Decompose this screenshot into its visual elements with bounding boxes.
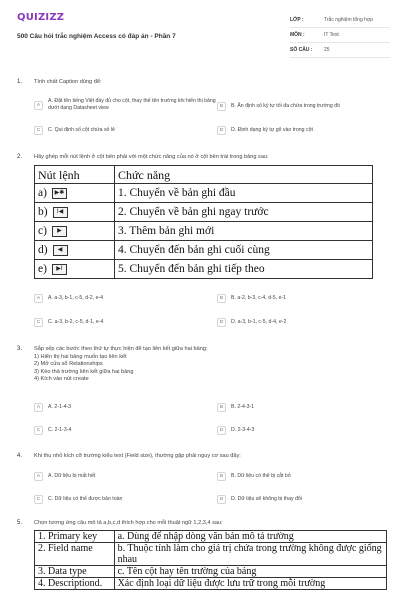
row-label: e) bbox=[38, 263, 47, 275]
meta-row-class bbox=[290, 13, 390, 28]
row-label: c) bbox=[38, 225, 47, 237]
option-text: C. 2-1-3-4 bbox=[48, 427, 72, 433]
term-description-table bbox=[34, 530, 387, 590]
option-text: D. a-3, b-1, c-5, d-4, e-2 bbox=[231, 319, 287, 325]
option-text: A. Dữ liệu bị mất hết bbox=[48, 473, 96, 479]
step-item: 2) Mở cửa sổ Relationships bbox=[34, 361, 103, 367]
option-a[interactable] bbox=[34, 472, 214, 481]
table-cell bbox=[35, 203, 115, 222]
quizizz-logo: QUIZIZZ bbox=[17, 12, 65, 23]
table-row bbox=[35, 260, 373, 279]
description-cell: a. Dùng để nhập dòng văn bản mô tả trường bbox=[114, 531, 386, 543]
option-letter: D bbox=[217, 126, 226, 135]
meta-value: Trắc nghiệm tổng hợp bbox=[324, 17, 373, 23]
option-c[interactable] bbox=[34, 318, 214, 327]
question-3 bbox=[17, 346, 387, 441]
description-cell: b. Thuộc tính làm cho giá trị chứa trong trường không được giống nhau bbox=[114, 543, 386, 566]
worksheet-header bbox=[0, 0, 400, 66]
option-letter: A bbox=[34, 472, 43, 481]
option-a[interactable] bbox=[34, 98, 219, 112]
question-number: 4. bbox=[17, 453, 23, 459]
table-header-cell: Chức năng bbox=[115, 166, 373, 184]
option-letter: A bbox=[34, 294, 43, 303]
step-item: 4) Kích vào nút create bbox=[34, 376, 89, 382]
meta-value: 25 bbox=[324, 47, 330, 53]
next-record-icon: ▶ bbox=[52, 226, 67, 237]
option-text: D. 2-3-4-3 bbox=[231, 427, 255, 433]
option-letter: C bbox=[34, 495, 43, 504]
table-cell bbox=[35, 222, 115, 241]
question-2 bbox=[17, 154, 387, 334]
question-4 bbox=[17, 453, 387, 508]
question-number: 5. bbox=[17, 520, 23, 526]
question-number: 3. bbox=[17, 346, 23, 352]
table-row bbox=[35, 203, 373, 222]
option-d[interactable] bbox=[217, 126, 387, 135]
option-letter: D bbox=[217, 495, 226, 504]
question-text: Khi thu nhỏ kích cỡ trường kiểu text (Field size), thường gặp phải nguy cơ sau đây: bbox=[34, 453, 241, 459]
term-cell: 3. Data type bbox=[35, 566, 115, 578]
option-letter: A bbox=[34, 101, 43, 110]
option-b[interactable] bbox=[217, 472, 387, 481]
option-text: A. 2-1-4-3 bbox=[48, 404, 72, 410]
option-text: B. Ấn định số ký tự tối đa chứa trong trường đó bbox=[231, 103, 340, 109]
option-letter: D bbox=[217, 426, 226, 435]
option-text: B. Dữ liệu có thể bị cắt bỏ bbox=[231, 473, 291, 479]
option-letter: C bbox=[34, 426, 43, 435]
row-label: b) bbox=[38, 206, 48, 218]
previous-record-icon: ◀ bbox=[53, 245, 68, 256]
option-letter: D bbox=[217, 318, 226, 327]
table-cell bbox=[35, 241, 115, 260]
table-cell bbox=[35, 184, 115, 203]
table-header-row bbox=[35, 166, 373, 184]
term-cell: 4. Descriptiond. bbox=[35, 578, 115, 590]
option-text: C. a-3, b-2, c-5, d-1, e-4 bbox=[48, 319, 104, 325]
meta-key: LỚP : bbox=[290, 17, 304, 23]
meta-row-count bbox=[290, 43, 390, 58]
option-b[interactable] bbox=[217, 294, 387, 303]
option-text: B. a-2, b-3, c-4, d-5, e-1 bbox=[231, 295, 287, 301]
option-c[interactable] bbox=[34, 495, 214, 504]
new-record-icon: ▶✱ bbox=[52, 188, 67, 199]
table-row bbox=[35, 531, 387, 543]
option-text: C. Dữ liệu có thể được bảo toàn bbox=[48, 496, 123, 502]
step-item: 1) Hiển thị hai bảng muốn tạo liên kết bbox=[34, 353, 127, 360]
first-record-icon: I◀ bbox=[53, 207, 68, 218]
table-row bbox=[35, 566, 387, 578]
table-row bbox=[35, 222, 373, 241]
question-5 bbox=[17, 520, 387, 600]
meta-key: SỐ CÂU : bbox=[290, 47, 313, 53]
question-1 bbox=[17, 79, 387, 141]
row-label: d) bbox=[38, 244, 48, 256]
option-letter: B bbox=[217, 472, 226, 481]
meta-row-subject bbox=[290, 28, 390, 43]
last-record-icon: ▶I bbox=[52, 264, 67, 275]
meta-key: MÔN : bbox=[290, 32, 305, 38]
option-c[interactable] bbox=[34, 126, 214, 135]
option-letter: B bbox=[217, 294, 226, 303]
option-letter: C bbox=[34, 126, 43, 135]
row-label: a) bbox=[38, 187, 47, 199]
table-cell: 1. Chuyển về bản ghi đầu bbox=[115, 184, 373, 203]
option-letter: A bbox=[34, 403, 43, 412]
option-letter: B bbox=[217, 403, 226, 412]
button-function-table bbox=[34, 165, 373, 279]
table-row bbox=[35, 543, 387, 566]
question-text: Tính chất Caption dùng để: bbox=[34, 79, 102, 85]
option-letter: B bbox=[217, 102, 226, 111]
table-cell: 5. Chuyển đến bản ghi tiếp theo bbox=[115, 260, 373, 279]
option-text: D. Dữ liệu sẽ không bị thay đổi bbox=[231, 496, 302, 502]
option-b[interactable] bbox=[217, 403, 387, 412]
question-text: Chọn tương ứng câu mô tả a,b,c,d thích hợp cho mỗi thuật ngữ 1,2,3,4 sau: bbox=[34, 520, 223, 526]
question-number: 1. bbox=[17, 79, 23, 85]
option-text: B. 2-4-3-1 bbox=[231, 404, 255, 410]
option-letter: C bbox=[34, 318, 43, 327]
table-cell: 3. Thêm bản ghi mới bbox=[115, 222, 373, 241]
table-cell bbox=[35, 260, 115, 279]
question-text: Hãy ghép mỗi nút lệnh ở cột bên phải với một chức năng của nó ở cột bên trái trong bảng sau: bbox=[34, 154, 269, 160]
option-c[interactable] bbox=[34, 426, 214, 435]
option-text: A. a-3, b-1, c-5, d-2, e-4 bbox=[48, 295, 104, 301]
question-text-block bbox=[34, 346, 384, 384]
option-d[interactable] bbox=[217, 495, 387, 504]
table-row bbox=[35, 184, 373, 203]
option-text: D. Định dạng ký tự gõ vào trong cột bbox=[231, 127, 313, 133]
table-cell: 2. Chuyển về bản ghi ngay trước bbox=[115, 203, 373, 222]
table-row bbox=[35, 578, 387, 590]
question-number: 2. bbox=[17, 154, 23, 160]
option-d[interactable] bbox=[217, 318, 387, 327]
meta-value: IT Test bbox=[324, 32, 339, 38]
term-cell: 2. Field name bbox=[35, 543, 115, 566]
option-a[interactable] bbox=[34, 294, 214, 303]
description-cell: Xác định loại dữ liệu được lưu trữ trong mỗi trường bbox=[114, 578, 386, 590]
table-header-cell: Nút lệnh bbox=[35, 166, 115, 184]
description-cell: c. Tên cột hay tên trường của bảng bbox=[114, 566, 386, 578]
table-row bbox=[35, 241, 373, 260]
option-text: A. Đặt tên tiếng Việt đầy đủ cho cột, thay thế tên trường khi hiển thị bảng dưới dạng Datasheet view bbox=[48, 98, 216, 111]
meta-info bbox=[290, 13, 390, 58]
option-d[interactable] bbox=[217, 426, 387, 435]
step-item: 3) Kéo thả trường liên kết giữa hai bảng bbox=[34, 368, 134, 375]
term-cell: 1. Primary key bbox=[35, 531, 115, 543]
option-text: C. Qui định số cột chứa số lẻ bbox=[48, 127, 115, 133]
option-b[interactable] bbox=[217, 102, 387, 111]
page-title: 500 Câu hỏi trắc nghiệm Access có đáp án - Phần 7 bbox=[17, 33, 176, 40]
option-a[interactable] bbox=[34, 403, 214, 412]
table-cell: 4. Chuyển đến bản ghi cuối cùng bbox=[115, 241, 373, 260]
question-text: Sắp xếp các bước theo thứ tự thực hiện để tạo liên kết giữa hai bảng: bbox=[34, 346, 208, 352]
